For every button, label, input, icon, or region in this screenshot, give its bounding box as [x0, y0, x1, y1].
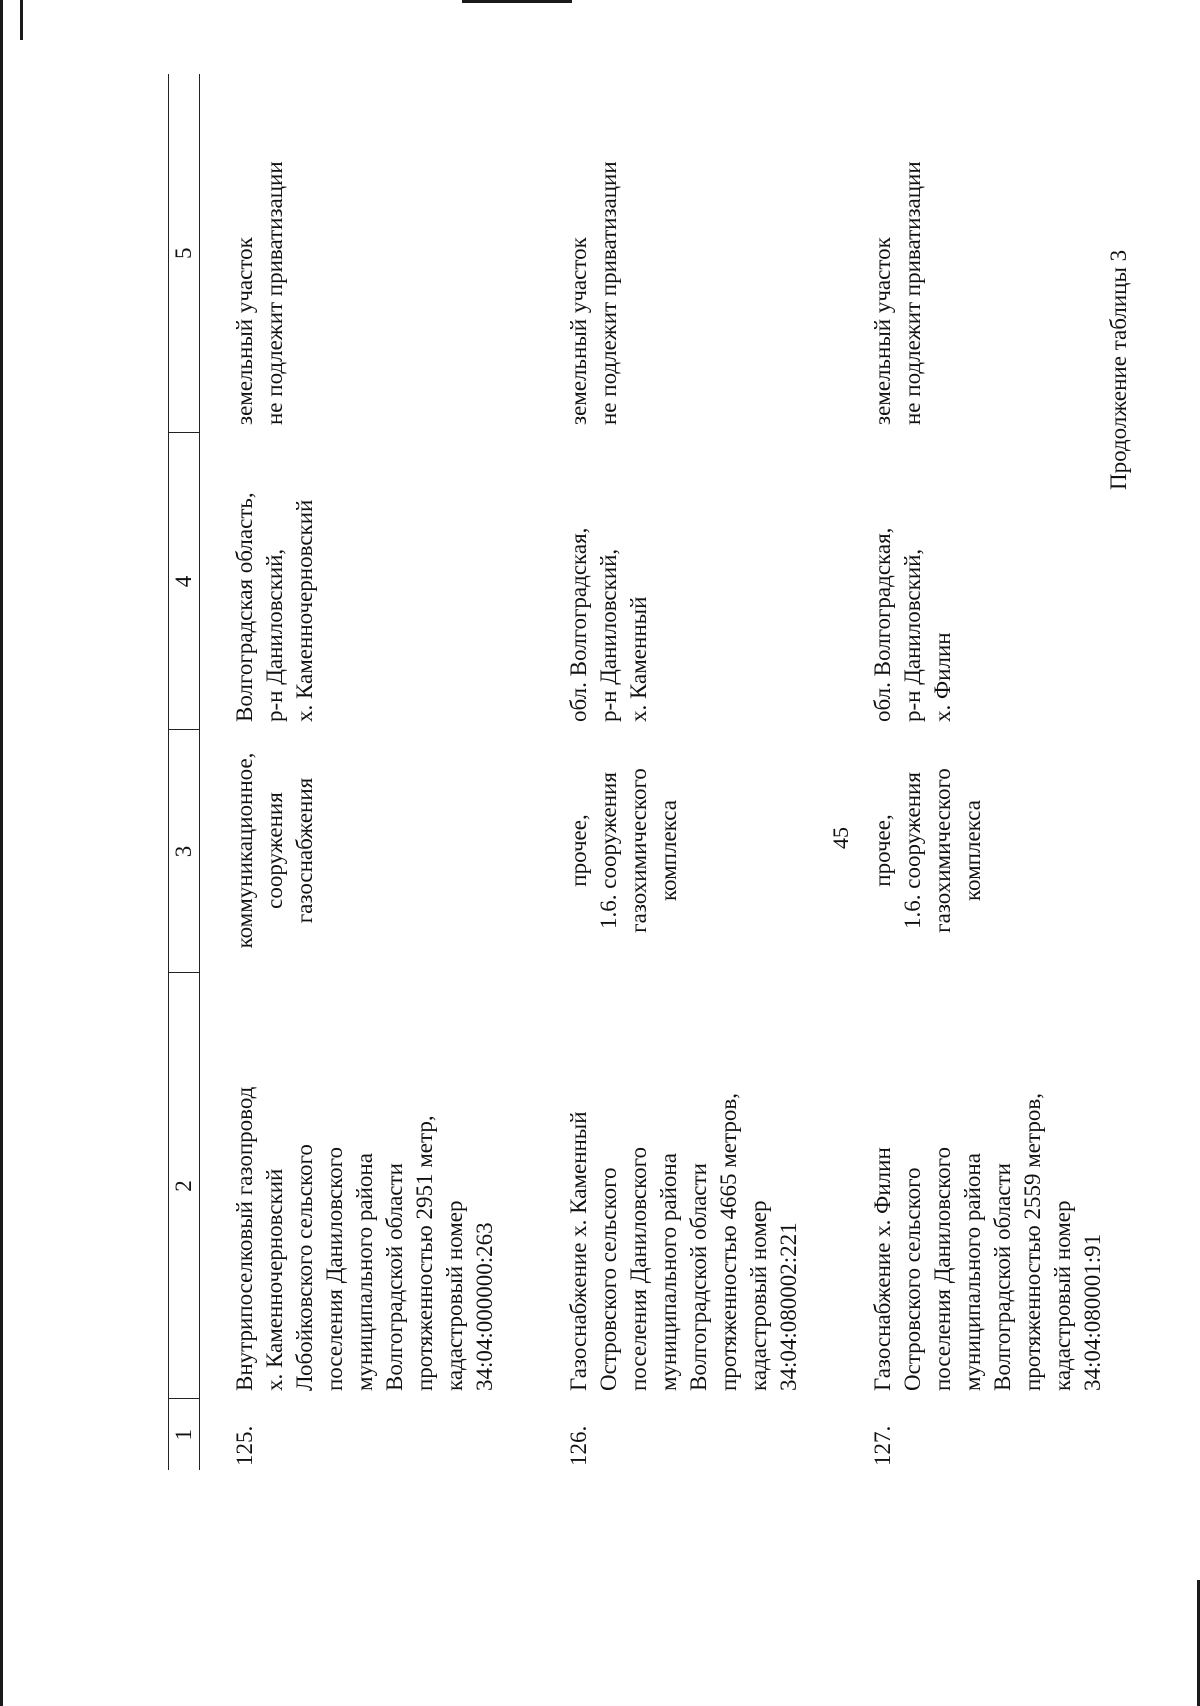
- object-address-line: обл. Волгоградская,: [566, 527, 591, 722]
- cell-address: [838, 433, 1142, 730]
- object-type-line: комплекса: [656, 800, 681, 901]
- object-type-line: прочее,: [566, 814, 591, 887]
- object-name-line: муниципального района: [656, 1153, 681, 1391]
- object-note-line: земельный участок: [566, 237, 591, 425]
- object-type-line: комплекса: [960, 800, 985, 901]
- object-name-line: Островского сельского: [900, 1167, 925, 1391]
- row-number: 125.: [232, 1425, 257, 1466]
- table-header-row: [169, 74, 200, 1470]
- object-name-line: протяженностью 2559 метров,: [1020, 1093, 1045, 1391]
- object-type-line: коммуникационное,: [232, 752, 257, 949]
- object-name-line: поселения Даниловского: [626, 1146, 651, 1391]
- object-name-line: Внутрипоселковый газопровод: [232, 1086, 257, 1391]
- object-name-line: кадастровый номер: [746, 1200, 771, 1391]
- object-address-line: х. Филин: [930, 632, 955, 722]
- object-name-line: Волгоградской области: [686, 1163, 711, 1391]
- cell-note: [200, 74, 535, 433]
- object-name-line: кадастровый номер: [1050, 1200, 1075, 1391]
- object-name-line: кадастровый номер: [442, 1200, 467, 1391]
- object-type-line: 1.6. сооружения: [900, 772, 925, 929]
- object-name-line: Лобойковского сельского: [292, 1144, 317, 1391]
- object-name-line: 34:04:080002:221: [776, 1222, 801, 1391]
- object-name-line: Волгоградской области: [990, 1163, 1015, 1391]
- object-name-line: х. Каменночерновский: [262, 1168, 287, 1391]
- object-address-line: р-н Даниловский,: [900, 548, 925, 722]
- object-type-line: сооружения: [262, 792, 287, 909]
- object-name-line: муниципального района: [960, 1153, 985, 1391]
- object-name-line: поселения Даниловского: [930, 1146, 955, 1391]
- cell-name: [200, 973, 535, 1399]
- cell-address: [200, 433, 535, 730]
- object-name-line: Волгоградской области: [382, 1163, 407, 1391]
- object-type-line: газохимического: [930, 768, 955, 933]
- object-address-line: х. Каменночерновский: [292, 499, 317, 722]
- table-row: [534, 74, 838, 1470]
- column-header-2: 2: [169, 973, 200, 1399]
- object-name-line: Газоснабжение х. Филин: [870, 1147, 895, 1391]
- object-name-line: Островского сельского: [596, 1167, 621, 1391]
- object-note-line: земельный участок: [870, 237, 895, 425]
- object-address-line: р-н Даниловский,: [262, 548, 287, 722]
- object-address-line: Волгоградская область,: [232, 492, 257, 722]
- page-number: 45: [828, 827, 853, 849]
- cell-name: [838, 973, 1142, 1399]
- object-note-line: не подлежит приватизации: [262, 161, 287, 425]
- object-address-line: р-н Даниловский,: [596, 548, 621, 722]
- object-note-line: не подлежит приватизации: [596, 161, 621, 425]
- object-name-line: протяженностью 2951 метр,: [412, 1115, 437, 1391]
- column-header-3: 3: [169, 730, 200, 973]
- cell-type: [534, 730, 838, 973]
- object-name-line: муниципального района: [352, 1153, 377, 1391]
- object-name-line: протяженностью 4665 метров,: [716, 1093, 741, 1391]
- object-name-line: Газоснабжение х. Каменный: [566, 1111, 591, 1391]
- column-header-4: 4: [169, 433, 200, 730]
- object-address-line: х. Каменный: [626, 596, 651, 722]
- cell-type: [838, 730, 1142, 973]
- object-name-line: поселения Даниловского: [322, 1146, 347, 1391]
- object-type-line: газохимического: [626, 768, 651, 933]
- object-note-line: не подлежит приватизации: [900, 161, 925, 425]
- cell-note: [534, 74, 838, 433]
- object-name-line: 34:04:080001:91: [1080, 1233, 1105, 1391]
- object-name-line: 34:04:000000:263: [472, 1222, 497, 1391]
- object-note-line: земельный участок: [232, 237, 257, 425]
- cell-note: [838, 74, 1142, 433]
- object-address-line: обл. Волгоградская,: [870, 527, 895, 722]
- column-header-1: 1: [169, 1399, 200, 1470]
- property-table: [168, 74, 1142, 1470]
- column-header-5: 5: [169, 74, 200, 433]
- table-row: [200, 74, 535, 1470]
- row-number: 127.: [870, 1425, 895, 1466]
- cell-name: [534, 973, 838, 1399]
- table-row: [838, 74, 1142, 1470]
- object-type-line: 1.6. сооружения: [596, 772, 621, 929]
- cell-address: [534, 433, 838, 730]
- object-type-line: газоснабжения: [292, 777, 317, 924]
- object-type-line: прочее,: [870, 814, 895, 887]
- cell-type: [200, 730, 535, 973]
- table-caption: Продолжение таблицы 3: [1106, 249, 1131, 490]
- row-number: 126.: [566, 1425, 591, 1466]
